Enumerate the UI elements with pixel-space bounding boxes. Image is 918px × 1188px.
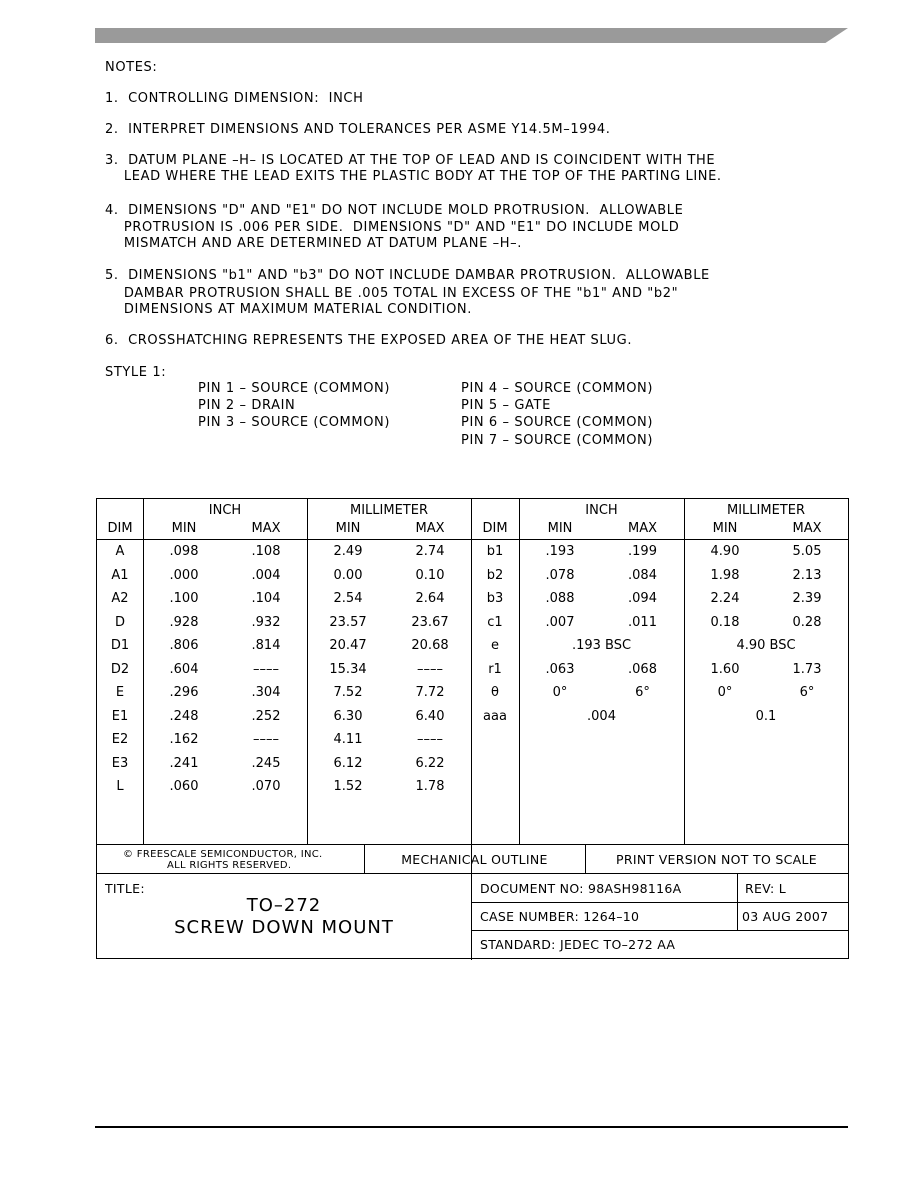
revision: REV: L: [745, 881, 787, 896]
print-version: PRINT VERSION NOT TO SCALE: [616, 852, 817, 867]
header-millimeter: MILLIMETER: [727, 503, 805, 518]
mm-min-cell: 0.18: [710, 614, 740, 630]
note-line: DAMBAR PROTRUSION SHALL BE .005 TOTAL IN EXCESS OF THE "b1" AND "b2": [105, 286, 679, 301]
mm-min-cell: 6.30: [333, 708, 363, 724]
mm-min-cell: 0.00: [333, 567, 363, 583]
inch-max-cell: ––––: [253, 661, 279, 677]
inch-min-cell: .098: [169, 544, 199, 559]
pin-label: PIN 7 – SOURCE (COMMON): [461, 433, 654, 448]
mm-max-cell: 2.39: [792, 591, 822, 606]
inch-max-cell: 6°: [635, 685, 650, 700]
inch-min-cell: .007: [545, 614, 575, 630]
mm-max-cell: 6°: [799, 685, 815, 700]
inch-min-cell: .063: [545, 661, 575, 677]
mm-min-cell: 0°: [717, 685, 733, 700]
mm-min-cell: 4.90: [710, 544, 740, 559]
dim-cell: c1: [487, 614, 503, 630]
note-line: 1. CONTROLLING DIMENSION: INCH: [105, 91, 364, 106]
mm-min-cell: 20.47: [329, 638, 367, 653]
note-line: 5. DIMENSIONS "b1" AND "b3" DO NOT INCLUDE DAMBAR PROTRUSION. ALLOWABLE: [105, 268, 710, 283]
note-line: 4. DIMENSIONS "D" AND "E1" DO NOT INCLUDE MOLD PROTRUSION. ALLOWABLE: [105, 203, 684, 218]
inch-max-cell: .814: [251, 638, 281, 653]
header-dim: DIM: [107, 521, 133, 536]
header-max: MAX: [415, 521, 445, 536]
header-dim: DIM: [482, 521, 508, 536]
mm-min-cell: 2.49: [333, 544, 363, 559]
mm-max-cell: 5.05: [792, 544, 822, 559]
header-inch: INCH: [585, 503, 618, 518]
mm-max-cell: 23.67: [411, 614, 449, 630]
mm-max-cell: 2.64: [415, 591, 445, 606]
inch-max-cell: ––––: [253, 732, 279, 747]
dim-cell: E2: [111, 732, 129, 747]
grid-line: [471, 930, 848, 931]
inch-min-cell: .241: [169, 755, 199, 771]
header-min: MIN: [712, 521, 738, 536]
inch-max-cell: .011: [628, 614, 657, 630]
dim-cell: D2: [110, 661, 130, 677]
inch-min-cell: .604: [169, 661, 199, 677]
dim-cell: b1: [486, 544, 504, 559]
inch-min-cell: .100: [169, 591, 199, 606]
case-number: CASE NUMBER: 1264–10: [480, 909, 640, 924]
mm-min-cell: 7.52: [333, 685, 363, 700]
dim-cell: A2: [111, 591, 129, 606]
dim-cell: aaa: [483, 708, 507, 724]
mm-max-cell: 6.22: [415, 755, 445, 771]
mm-max-cell: 0.10: [415, 567, 445, 583]
mm-max-cell: 2.74: [415, 544, 445, 559]
inch-min-cell: .248: [169, 708, 199, 724]
inch-bsc-cell: .193 BSC: [571, 638, 632, 653]
header-min: MIN: [171, 521, 197, 536]
inch-min-cell: .806: [169, 638, 199, 653]
package-subtitle: SCREW DOWN MOUNT: [174, 917, 394, 938]
dim-cell: e: [491, 638, 499, 653]
mm-max-cell: ––––: [417, 732, 443, 747]
pin-label: PIN 4 – SOURCE (COMMON): [461, 381, 654, 396]
title-label: TITLE:: [105, 881, 145, 896]
copyright-notice: © FREESCALE SEMICONDUCTOR, INC. ALL RIGHTS RESERVED.: [123, 849, 323, 871]
mm-max-cell: 0.28: [792, 614, 822, 630]
mm-min-cell: 15.34: [329, 661, 367, 677]
dim-cell: E3: [111, 755, 129, 771]
dim-cell: r1: [488, 661, 502, 677]
inch-max-cell: .304: [251, 685, 281, 700]
pin-label: PIN 2 – DRAIN: [198, 398, 296, 413]
footer-rule: [95, 1126, 848, 1128]
mm-max-cell: 6.40: [415, 708, 445, 724]
pin-label: PIN 3 – SOURCE (COMMON): [198, 415, 391, 430]
header-min: MIN: [335, 521, 361, 536]
mechanical-outline: MECHANICAL OUTLINE: [401, 852, 548, 867]
dim-cell: θ: [491, 685, 499, 700]
note-line: DIMENSIONS AT MAXIMUM MATERIAL CONDITION.: [105, 302, 472, 317]
dim-cell: D: [114, 614, 125, 630]
dim-cell: D1: [110, 638, 130, 653]
mm-min-cell: 2.54: [333, 591, 363, 606]
inch-max-cell: .932: [251, 614, 281, 630]
grid-line: [97, 539, 848, 540]
grid-line: [737, 873, 738, 930]
mm-min-cell: 2.24: [710, 591, 740, 606]
inch-max-cell: .068: [628, 661, 657, 677]
mm-min-cell: 1.52: [333, 779, 363, 794]
mm-max-cell: 2.13: [792, 567, 822, 583]
inch-min-cell: .162: [169, 732, 199, 747]
note-line: 3. DATUM PLANE –H– IS LOCATED AT THE TOP OF LEAD AND IS COINCIDENT WITH THE: [105, 153, 716, 168]
mm-min-cell: 1.60: [710, 661, 740, 677]
mm-min-cell: 4.11: [333, 732, 363, 747]
package-title: TO–272: [246, 895, 322, 916]
header-max: MAX: [627, 521, 657, 536]
mm-max-cell: 7.72: [415, 685, 445, 700]
inch-max-cell: .004: [251, 567, 281, 583]
dimension-table: [96, 498, 849, 959]
header-inch: INCH: [208, 503, 242, 518]
inch-max-cell: .245: [251, 755, 281, 771]
inch-max-cell: .094: [628, 591, 657, 606]
pin-label: PIN 1 – SOURCE (COMMON): [198, 381, 391, 396]
style-label: STYLE 1:: [105, 365, 167, 380]
dim-cell: b3: [486, 591, 504, 606]
dim-cell: A1: [111, 567, 129, 583]
header-max: MAX: [792, 521, 822, 536]
grid-line: [471, 902, 848, 903]
copyright-icon: ©: [123, 849, 134, 860]
inch-max-cell: .252: [251, 708, 281, 724]
mm-min-cell: 6.12: [333, 755, 363, 771]
header-max: MAX: [251, 521, 281, 536]
mm-max-cell: 1.78: [415, 779, 445, 794]
dim-cell: A: [115, 544, 125, 559]
note-line: LEAD WHERE THE LEAD EXITS THE PLASTIC BODY AT THE TOP OF THE PARTING LINE.: [105, 169, 722, 184]
inch-value-cell: .004: [587, 708, 616, 724]
dim-cell: L: [116, 779, 124, 794]
standard: STANDARD: JEDEC TO–272 AA: [480, 937, 676, 952]
grid-line: [97, 844, 848, 845]
mm-max-cell: 1.73: [792, 661, 822, 677]
mm-max-cell: ––––: [417, 661, 443, 677]
inch-min-cell: .088: [545, 591, 575, 606]
note-line: 2. INTERPRET DIMENSIONS AND TOLERANCES PER ASME Y14.5M–1994.: [105, 122, 611, 137]
pin-label: PIN 5 – GATE: [461, 398, 551, 413]
mm-max-cell: 20.68: [411, 638, 449, 653]
inch-min-cell: .000: [169, 567, 199, 583]
dim-cell: b2: [486, 567, 504, 583]
header-min: MIN: [547, 521, 573, 536]
inch-max-cell: .199: [628, 544, 657, 559]
mm-min-cell: 23.57: [329, 614, 367, 630]
inch-min-cell: .193: [545, 544, 575, 559]
mm-bsc-cell: 4.90 BSC: [736, 638, 796, 653]
mm-min-cell: 1.98: [710, 567, 740, 583]
note-line: 6. CROSSHATCHING REPRESENTS THE EXPOSED AREA OF THE HEAT SLUG.: [105, 333, 633, 348]
inch-min-cell: .060: [169, 779, 199, 794]
inch-max-cell: .070: [251, 779, 281, 794]
inch-max-cell: .104: [251, 591, 281, 606]
grid-line: [97, 873, 848, 874]
dim-cell: E1: [111, 708, 129, 724]
inch-min-cell: .078: [545, 567, 575, 583]
note-line: MISMATCH AND ARE DETERMINED AT DATUM PLANE –H–.: [105, 236, 522, 251]
header-bar: [95, 28, 848, 43]
issue-date: 03 AUG 2007: [742, 909, 829, 924]
inch-min-cell: 0°: [552, 685, 568, 700]
mm-value-cell: 0.1: [755, 708, 777, 724]
inch-max-cell: .108: [251, 544, 281, 559]
pin-label: PIN 6 – SOURCE (COMMON): [461, 415, 654, 430]
inch-min-cell: .928: [169, 614, 199, 630]
inch-max-cell: .084: [628, 567, 657, 583]
note-line: PROTRUSION IS .006 PER SIDE. DIMENSIONS "D" AND "E1" DO INCLUDE MOLD: [105, 220, 680, 235]
header-millimeter: MILLIMETER: [350, 503, 428, 518]
notes-heading: NOTES:: [105, 60, 158, 75]
inch-min-cell: .296: [169, 685, 199, 700]
document-number: DOCUMENT NO: 98ASH98116A: [480, 881, 682, 896]
dim-cell: E: [115, 685, 125, 700]
